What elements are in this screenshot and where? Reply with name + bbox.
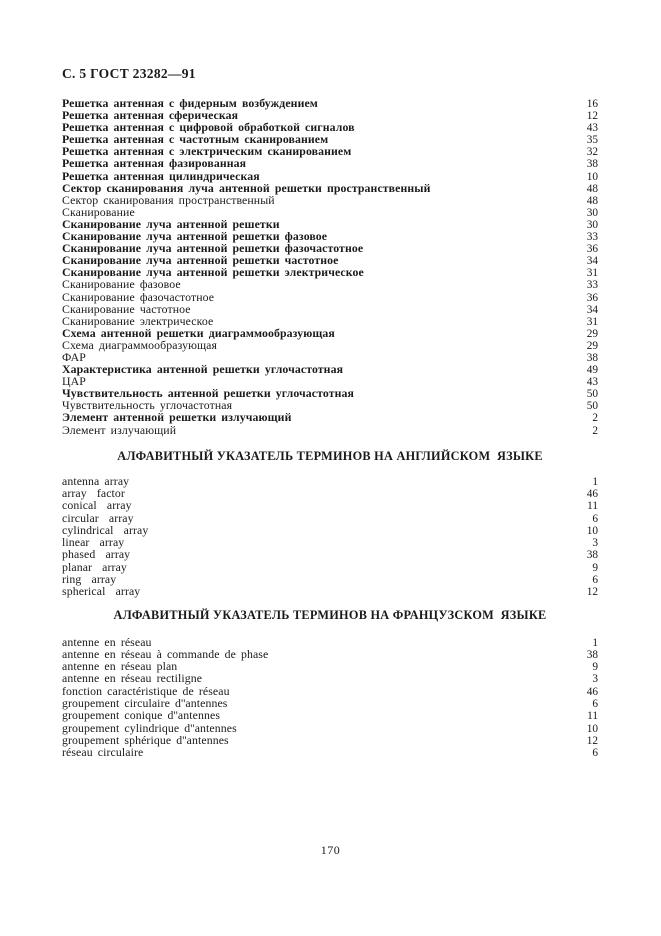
page-number: 48: [586, 194, 598, 207]
term-label: Сканирование электрическое: [62, 313, 214, 328]
index-entry-row: [62, 536, 598, 548]
index-entry-row: [62, 512, 598, 524]
term-label: Сканирование: [62, 204, 135, 219]
term-label: Сканирование фазочастотное: [62, 289, 215, 304]
page-number: 11: [587, 710, 598, 723]
page-number: 6: [592, 574, 598, 586]
page-number: 2: [592, 412, 598, 425]
term-label: Сектор сканирования луча антенной решетки пространственный: [62, 180, 431, 195]
term-label: groupement circulaire d''antennes: [62, 696, 228, 711]
page-header: С. 5 ГОСТ 23282—91: [62, 66, 196, 81]
page-number: 32: [586, 146, 598, 159]
page-number: 16: [586, 98, 598, 110]
term-label: ring array: [62, 572, 117, 586]
term-label: Характеристика антенной решетки углочастотная: [62, 362, 344, 377]
page-number: 36: [586, 243, 598, 256]
term-label: antenna array: [62, 473, 130, 488]
russian-index-list: [62, 97, 598, 436]
page-number: 43: [586, 376, 598, 389]
page-number: 33: [586, 279, 598, 292]
page-number: 38: [586, 158, 598, 171]
page-number: 31: [586, 267, 598, 280]
page-number: 38: [586, 648, 598, 661]
page-number: 49: [586, 364, 598, 377]
term-label: groupement sphérique d''antennes: [62, 732, 229, 747]
term-label: Схема антенной решетки диаграммообразующая: [62, 325, 335, 340]
term-label: Сканирование луча антенной решетки электрическое: [62, 265, 364, 280]
term-label: Чувствительность углочастотная: [62, 398, 233, 413]
term-label: conical array: [62, 498, 132, 513]
page-number: 10: [586, 524, 598, 537]
index-entry-row: [62, 291, 598, 303]
page-number: 31: [586, 315, 598, 328]
page-number: 10: [586, 722, 598, 735]
page-number: 12: [586, 110, 598, 123]
term-label: Решетка антенная с фидерным возбуждением: [62, 96, 318, 110]
index-entry-row: [62, 499, 598, 511]
index-entry-row: [62, 672, 598, 684]
term-label: Сканирование луча антенной решетки фазовое: [62, 229, 328, 244]
index-entry-row: [62, 194, 598, 206]
page-number: 1: [592, 636, 598, 649]
term-label: Решетка антенная с цифровой обработкой сигналов: [62, 120, 355, 135]
index-entry-row: [62, 339, 598, 351]
term-label: planar array: [62, 559, 127, 574]
page-number: 38: [586, 351, 598, 364]
index-entry-row: [62, 157, 598, 169]
term-label: Сканирование фазовое: [62, 277, 181, 292]
term-label: Сканирование частотное: [62, 301, 191, 316]
index-entry-row: [62, 411, 598, 423]
term-label: circular array: [62, 510, 134, 525]
french-index-list: [62, 636, 598, 759]
term-label: antenne en réseau plan: [62, 659, 178, 674]
page-number: 36: [586, 291, 598, 304]
term-label: Сектор сканирования пространственный: [62, 192, 275, 207]
page-number: 35: [586, 134, 598, 147]
index-entry-row: [62, 573, 598, 585]
index-entry-row: [62, 487, 598, 499]
term-label: phased array: [62, 547, 131, 562]
english-index-list: [62, 475, 598, 598]
page-number: 9: [592, 561, 598, 574]
page-number: 50: [586, 388, 598, 401]
term-label: antenne en réseau rectiligne: [62, 671, 203, 686]
page-number: 6: [592, 747, 598, 760]
page-number: 46: [586, 487, 598, 500]
page-number: 30: [586, 218, 598, 231]
term-label: Чувствительность антенной решетки углочастотная: [62, 386, 354, 401]
term-label: Решетка антенная цилиндрическая: [62, 168, 260, 183]
term-label: linear array: [62, 535, 125, 550]
page-number: 50: [586, 400, 598, 413]
page-number: 30: [586, 206, 598, 219]
footer-page-number: 170: [320, 843, 341, 857]
page-number: 43: [586, 122, 598, 135]
term-label: Решетка антенная сферическая: [62, 108, 239, 123]
term-label: groupement cylindrique d''antennes: [62, 720, 237, 735]
index-entry-row: [62, 363, 598, 375]
english-index-heading: АЛФАВИТНЫЙ УКАЗАТЕЛЬ ТЕРМИНОВ НА АНГЛИЙСКОМ ЯЗЫКЕ: [117, 448, 543, 463]
term-label: Сканирование луча антенной решетки частотное: [62, 253, 339, 268]
page-number: 12: [586, 586, 598, 599]
index-entry-row: [62, 561, 598, 573]
index-entry-row: [62, 170, 598, 182]
index-entry-row: [62, 746, 598, 758]
term-label: Решетка антенная с электрическим сканированием: [62, 144, 352, 159]
index-entry-row: [62, 585, 598, 597]
index-entry-row: [62, 709, 598, 721]
page-number: 33: [586, 231, 598, 244]
page-number: 6: [592, 512, 598, 525]
term-label: Решетка антенная с частотным сканированием: [62, 132, 329, 147]
term-label: cylindrical array: [62, 522, 149, 537]
index-entry-row: [62, 303, 598, 315]
page-number: 11: [587, 500, 598, 513]
index-entry-row: [62, 524, 598, 536]
term-label: antenne en réseau à commande de phase: [62, 646, 269, 661]
page-number: 29: [586, 327, 598, 340]
page-content: [62, 66, 598, 759]
page-number: 46: [586, 685, 598, 698]
page-number: 12: [586, 734, 598, 747]
page-number: 29: [586, 339, 598, 352]
index-entry-row: [62, 475, 598, 487]
index-entry-row: [62, 315, 598, 327]
page-number: 10: [586, 170, 598, 183]
term-label: Элемент антенной решетки излучающий: [62, 410, 292, 425]
term-label: spherical array: [62, 584, 141, 599]
page-number: 9: [592, 661, 598, 674]
index-entry-row: [62, 278, 598, 290]
page-number: 34: [586, 303, 598, 316]
page-number: 1: [592, 475, 598, 488]
term-label: fonction caractéristique de réseau: [62, 683, 230, 698]
term-label: ЦАР: [62, 374, 86, 389]
term-label: Сканирование луча антенной решетки: [62, 216, 280, 231]
page-number: 38: [586, 549, 598, 562]
term-label: Элемент излучающий: [62, 422, 177, 437]
term-label: array factor: [62, 485, 125, 500]
index-entry-row: [62, 424, 598, 436]
term-label: groupement conique d''antennes: [62, 708, 221, 723]
term-label: antenne en réseau: [62, 634, 152, 649]
page-number: 3: [592, 673, 598, 686]
page-number: 3: [592, 537, 598, 550]
term-label: Схема диаграммообразующая: [62, 337, 218, 352]
term-label: Решетка антенная фазированная: [62, 156, 247, 171]
french-index-heading: АЛФАВИТНЫЙ УКАЗАТЕЛЬ ТЕРМИНОВ НА ФРАНЦУЗСКОМ ЯЗЫКЕ: [113, 607, 547, 622]
term-label: réseau circulaire: [62, 745, 144, 760]
index-entry-row: [62, 182, 598, 194]
index-entry-row: [62, 548, 598, 560]
page-number: 6: [592, 698, 598, 711]
term-label: ФАР: [62, 349, 86, 364]
page-number: 48: [586, 182, 598, 195]
page-number: 2: [592, 424, 598, 437]
page-number: 34: [586, 255, 598, 268]
term-label: Сканирование луча антенной решетки фазочастотное: [62, 241, 364, 256]
